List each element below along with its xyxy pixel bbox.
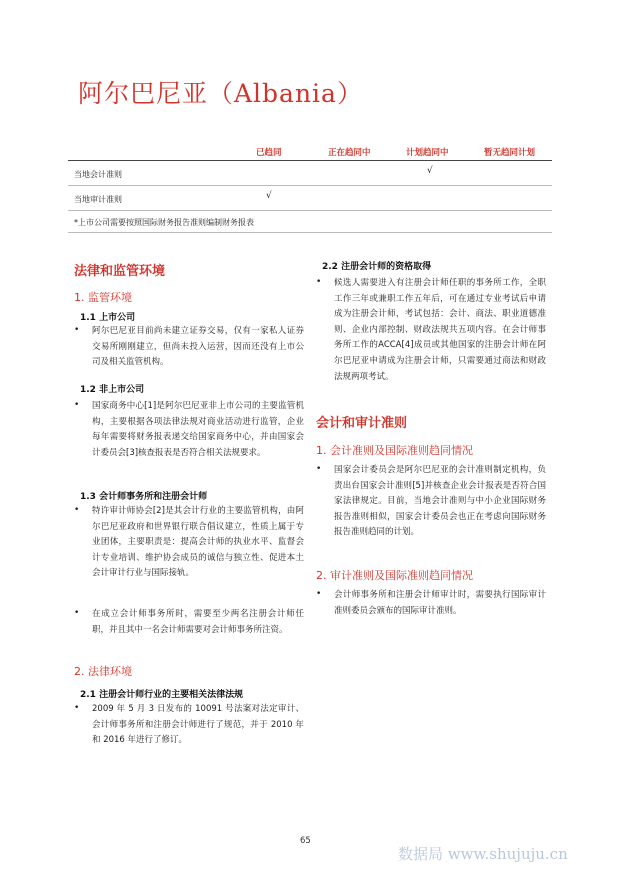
bullet-icon: • xyxy=(74,325,80,335)
paragraph-accounting-standards: 国家会计委员会是阿尔巴尼亚的会计准则制定机构，负责出台国家会计准则[5]并核查企业会计报表是否符合国家法律规定。目前，当地会计准则与中小企业国际财务报告准则相似，国家会计委员会也正在考虑向国际财务报告准则趋同的计划。 xyxy=(334,465,546,538)
bullet-icon: • xyxy=(316,277,322,287)
bullet-icon: • xyxy=(74,608,80,618)
watermark: 数据局 www.shujuju.cn xyxy=(398,845,568,863)
section-title-legal: 法律和监管环境 xyxy=(74,264,166,279)
bullet-icon: • xyxy=(74,505,80,515)
col-header-planned: 计划趋同中 xyxy=(406,148,449,158)
heading-listed-companies: 1.1 上市公司 xyxy=(80,313,136,323)
section-title-standards: 会计和审计准则 xyxy=(316,416,408,431)
col-header-no-plan: 暂无趋同计划 xyxy=(484,148,536,158)
table-divider xyxy=(68,160,552,161)
subsection-title-accounting-standards: 1. 会计准则及国际准则趋同情况 xyxy=(316,444,473,457)
row-mark-auditing: √ xyxy=(266,191,272,201)
page-number: 65 xyxy=(300,836,311,846)
heading-cpa-qualification: 2.2 注册会计师的资格取得 xyxy=(322,262,432,272)
subsection-title-auditing-standards: 2. 审计准则及国际准则趋同情况 xyxy=(316,569,473,582)
row-label-auditing: 当地审计准则 xyxy=(74,195,122,204)
col-header-converging: 正在趋同中 xyxy=(328,148,371,158)
paragraph-firm-setup: 在成立会计师事务所时，需要至少两名注册会计师任职，并且其中一名会计师需要对会计师事务所注资。 xyxy=(92,609,304,635)
table-divider xyxy=(68,210,552,211)
table-divider xyxy=(68,185,552,186)
paragraph-main-laws: 2009 年 5 月 3 日发布的 10091 号法案对法定审计、会计师事务所和注册会计师进行了规范，并于 2010 年和 2016 年进行了修订。 xyxy=(92,704,304,746)
heading-firms-and-cpas: 1.3 会计师事务所和注册会计师 xyxy=(80,492,208,502)
bullet-icon: • xyxy=(74,400,80,410)
paragraph-listed-companies: 阿尔巴尼亚目前尚未建立证券交易，仅有一家私人证券交易所刚刚建立，但尚未投入运营，因而还没有上市公司及相关监管机构。 xyxy=(92,326,304,368)
bullet-icon: • xyxy=(316,464,322,474)
col-header-converged: 已趋同 xyxy=(256,148,282,158)
table-divider xyxy=(68,232,552,233)
subsection-title-regulatory: 1. 监管环境 xyxy=(74,291,132,304)
bullet-icon: • xyxy=(316,589,322,599)
page-title: 阿尔巴尼亚（Albania） xyxy=(78,79,363,108)
row-label-accounting: 当地会计准则 xyxy=(74,170,122,179)
paragraph-unlisted-companies: 国家商务中心[1]是阿尔巴尼亚非上市公司的主要监管机构，主要根据各项法律法规对商业活动进行监管，企业每年需要将财务报表递交给国家商务中心，并由国家会计委员会[3]核查报表是否符合相关法规要求。 xyxy=(92,401,304,458)
table-footnote: *上市公司需要按照国际财务报告准则编制财务报表 xyxy=(74,218,254,227)
paragraph-auditing-standards: 会计师事务所和注册会计师审计时，需要执行国际审计准则委员会颁布的国际审计准则。 xyxy=(334,590,546,616)
subsection-title-legal-environment: 2. 法律环境 xyxy=(74,665,132,678)
paragraph-cpa-qualification: 候选人需要进入有注册会计师任职的事务所工作，全职工作三年或兼职工作五年后，可在通过专业考试后申请成为注册会计师，考试包括：会计、商法、职业道德准则、企业内部控制、财政法规共五项内容。在会计师事务所工作的ACCA[4]成员或其他国家的注册会计师在阿尔巴尼亚申请成为注册会计师，只需要通过商法和财政法规两项考试。 xyxy=(334,278,546,382)
bullet-icon: • xyxy=(74,703,80,713)
paragraph-institute: 特许审计师协会[2]是其会计行业的主要监管机构，由阿尔巴尼亚政府和世界银行联合倡议建立，性质上属于专业团体，主要职责是：提高会计师的执业水平、监督会计专业培训、维护协会成员的诚信与独立性、促进本土会计审计行业与国际接轨。 xyxy=(92,506,304,579)
row-mark-accounting: √ xyxy=(427,166,433,176)
heading-unlisted-companies: 1.2 非上市公司 xyxy=(80,385,145,395)
heading-main-laws: 2.1 注册会计师行业的主要相关法律法规 xyxy=(80,690,244,700)
